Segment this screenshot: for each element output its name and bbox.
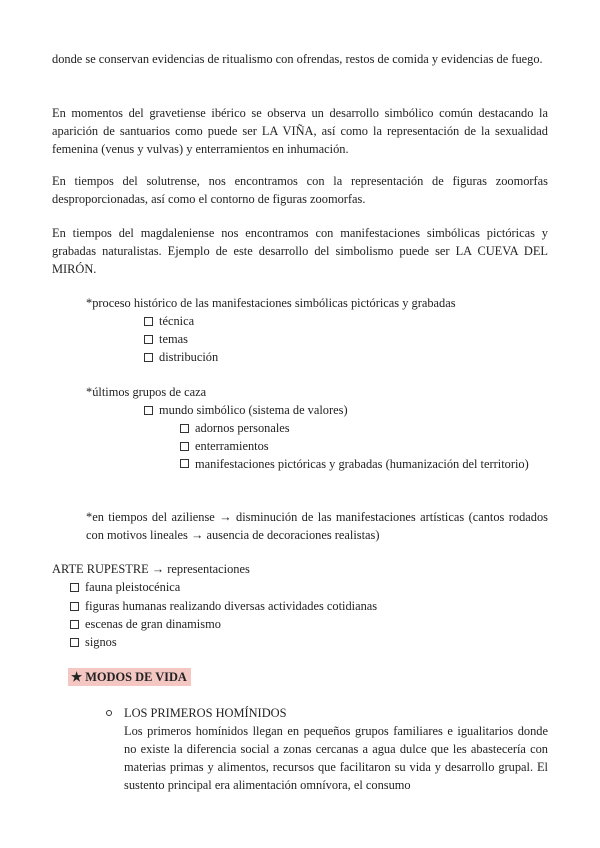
- subsection-title: LOS PRIMEROS HOMÍNIDOS: [124, 706, 287, 720]
- checkbox-icon: [70, 602, 79, 611]
- checkbox-icon: [144, 353, 153, 362]
- subsection-heading: [106, 704, 286, 722]
- checkbox-icon: [180, 459, 189, 468]
- note-proceso-historico: *proceso histórico de las manifestaciones simbólicas pictóricas y grabadas: [86, 296, 456, 310]
- circle-bullet-icon: [106, 710, 112, 716]
- list-item: enterramientos: [180, 437, 269, 455]
- list-item: temas: [144, 330, 188, 348]
- list-item: figuras humanas realizando diversas actividades cotidianas: [70, 597, 377, 615]
- paragraph-ritualism: donde se conservan evidencias de ritualismo con ofrendas, restos de comida y evidencias de fuego.: [52, 52, 543, 66]
- note-ultimos-grupos: *últimos grupos de caza: [86, 385, 207, 399]
- arte-rupestre-title: ARTE RUPESTRE → representaciones: [52, 562, 250, 576]
- paragraph-solutrense: En tiempos del solutrense, nos encontramos con la representación de figuras zoomorfas desproporcionadas, así como el contorno de figuras zoomorfas.: [52, 174, 548, 206]
- list-item: técnica: [144, 312, 194, 330]
- checkbox-icon: [70, 638, 79, 647]
- list-item: fauna pleistocénica: [70, 578, 180, 596]
- checkbox-icon: [144, 317, 153, 326]
- list-item: adornos personales: [180, 419, 290, 437]
- checkbox-icon: [70, 583, 79, 592]
- checkbox-icon: [144, 335, 153, 344]
- section-heading-modos-de-vida: [68, 668, 191, 686]
- paragraph-primeros-hominidos: Los primeros homínidos llegan en pequeños grupos familiares e igualitarios donde no existe la diferencia social a zonas cercanas a agua dulce que les abastecería con materias primas y alimentos, recursos que facilitaron su vida y desarrollo grupal. El sustento principal era alimentación omnívora, el consumo: [124, 724, 548, 792]
- star-icon: ★: [71, 670, 83, 684]
- note-aziliense: *en tiempos del aziliense → disminución de las manifestaciones artísticas (cantos rodados con motivos lineales → ausencia de decoraciones realistas): [86, 510, 548, 542]
- section-title: MODOS DE VIDA: [85, 670, 187, 684]
- list-item: manifestaciones pictóricas y grabadas (humanización del territorio): [180, 455, 548, 473]
- list-item: escenas de gran dinamismo: [70, 615, 221, 633]
- checkbox-icon: [70, 620, 79, 629]
- list-item: mundo simbólico (sistema de valores): [144, 401, 348, 419]
- checkbox-icon: [180, 442, 189, 451]
- checkbox-icon: [144, 406, 153, 415]
- list-item: signos: [70, 633, 117, 651]
- paragraph-gravetiense: En momentos del gravetiense ibérico se observa un desarrollo simbólico común destacando la aparición de santuarios como puede ser LA VIÑA, así como la representación de la sexualidad femenina (venus y vulvas) y enterramientos en inhumación.: [52, 106, 548, 156]
- paragraph-magdaleniense: En tiempos del magdaleniense nos encontramos con manifestaciones simbólicas pictóricas y grabadas naturalistas. Ejemplo de este desarrollo del simbolismo puede ser LA CUEVA DEL MIRÓN.: [52, 226, 548, 276]
- list-item: distribución: [144, 348, 218, 366]
- checkbox-icon: [180, 424, 189, 433]
